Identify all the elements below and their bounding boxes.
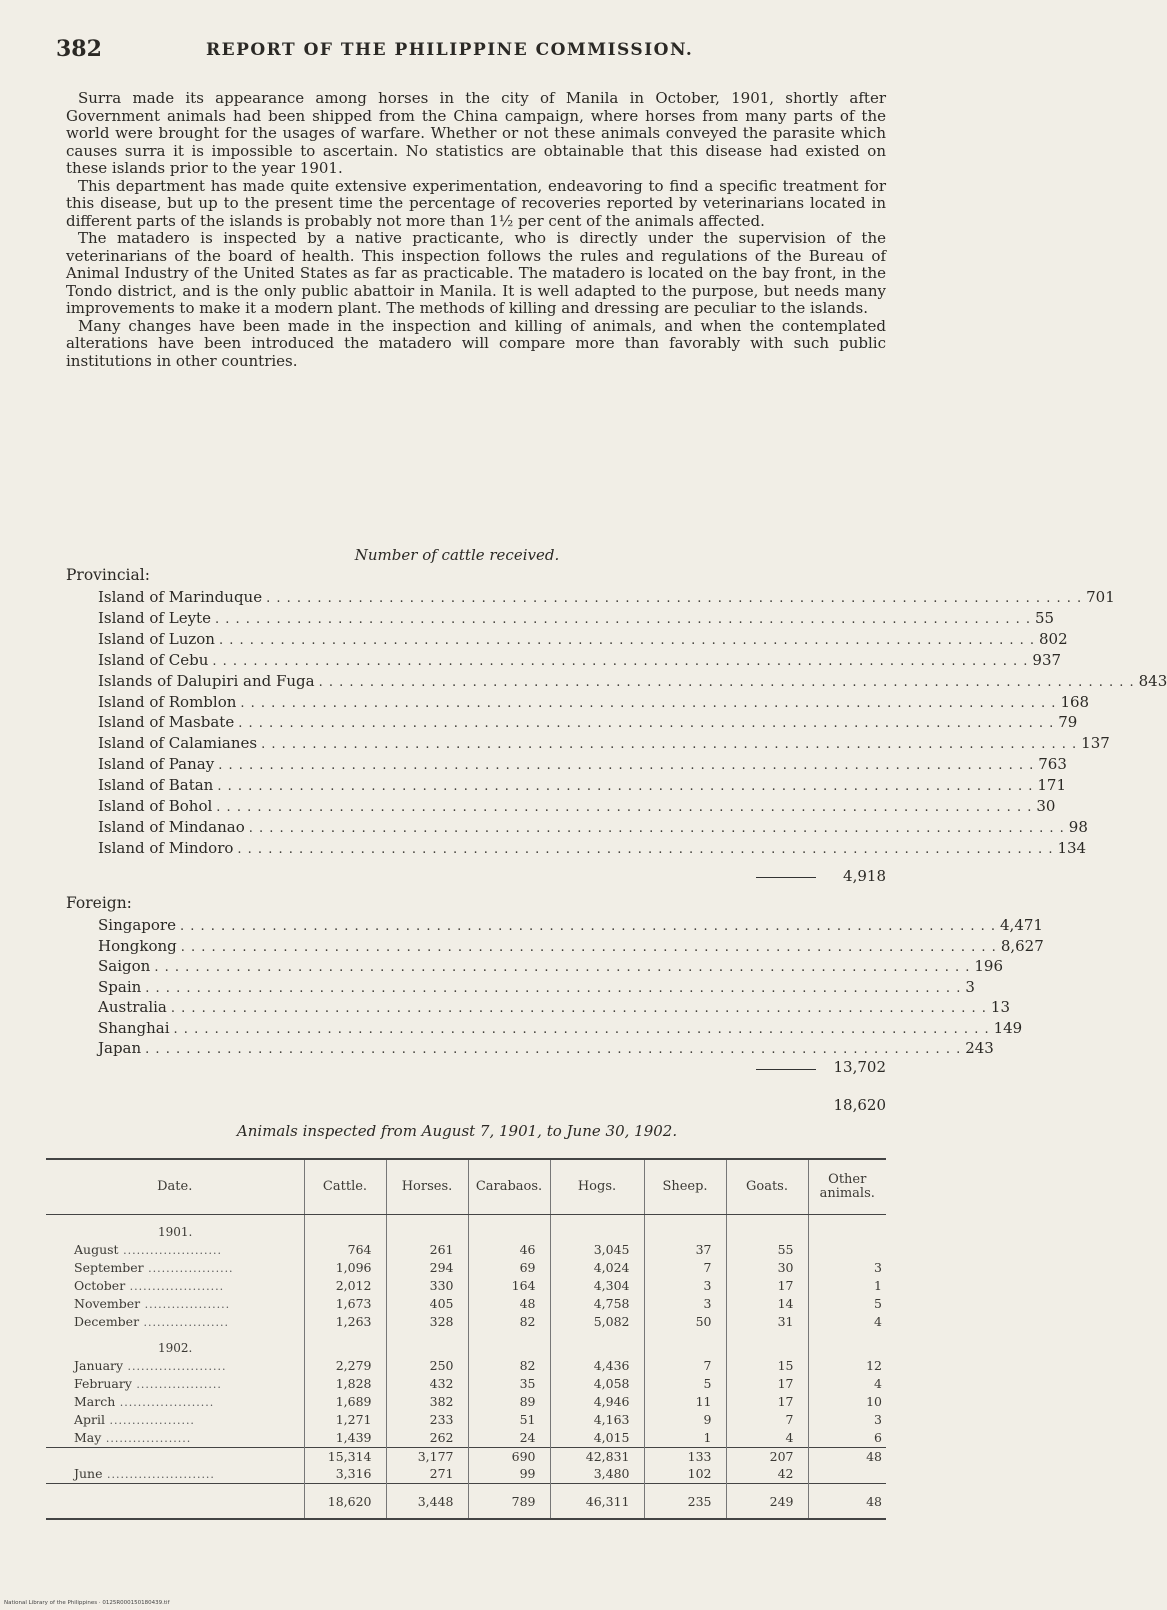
dot-leader: . . . . . . . . . . . . . . . . . . . . . . . . . . . . . . . . . . . . . . . . . . . . . . . . . . . . . . . . . . . . . . . . . . . . . . . . . . . . . . . .	[217, 779, 1034, 795]
table-cell: 4,946	[550, 1393, 644, 1411]
row-label	[46, 1313, 304, 1331]
foreign-name: Japan	[98, 1039, 142, 1057]
table-cell: 328	[386, 1313, 468, 1331]
row-label	[46, 1448, 304, 1466]
june-row	[46, 1465, 886, 1484]
table-cell	[644, 1215, 726, 1242]
provincial-value: 137	[1081, 734, 1110, 753]
table-cell: 3,448	[386, 1484, 468, 1520]
cattle-caption: Number of cattle received.	[354, 546, 560, 564]
table-cell	[386, 1215, 468, 1242]
table-cell: 69	[468, 1259, 550, 1277]
table-cell	[808, 1241, 886, 1259]
table-cell: 5	[644, 1375, 726, 1393]
table-cell: 764	[304, 1241, 386, 1259]
provincial-value: 55	[1035, 608, 1055, 627]
table-row	[46, 1295, 886, 1313]
paragraph-changes: Many changes have been made in the inspection and killing of animals, and when the contemplated alterations have been introduced the matadero will compare more than favorably with such public institutions in other countries.	[66, 316, 886, 370]
year-row-1902	[46, 1331, 886, 1357]
table-cell: 17	[726, 1375, 808, 1393]
provincial-row	[98, 691, 1090, 711]
table-cell: 37	[644, 1241, 726, 1259]
table-cell: 99	[468, 1465, 550, 1484]
month-label: November	[74, 1296, 141, 1311]
col-date: Date.	[46, 1159, 304, 1215]
month-label: March	[74, 1394, 116, 1409]
table-cell: 15,314	[304, 1448, 386, 1466]
table-cell: 3,045	[550, 1241, 644, 1259]
table-cell	[550, 1215, 644, 1242]
foreign-row	[98, 955, 1003, 975]
provincial-name: Island of Panay	[98, 755, 215, 774]
dot-leader: . . . . . . . . . . . . . . . . . . . . . . . . . . . . . . . . . . . . . . . . . . . . . . . . . . . . . . . . . . . . . . . . . . . . . . . . . . . . . . . .	[145, 1042, 962, 1057]
dot-leader: . . . . . . . . . . . . . . . . . . . . . . . . . . . . . . . . . . . . . . . . . . . . . . . . . . . . . . . . . . . . . . . . . . . . . . . . . . . . . . . .	[218, 632, 1036, 648]
provincial-row	[98, 628, 1068, 648]
provincial-value: 802	[1039, 629, 1068, 648]
table-row	[46, 1277, 886, 1295]
running-title: REPORT OF THE PHILIPPINE COMMISSION.	[206, 40, 694, 60]
col-hogs: Hogs.	[550, 1159, 644, 1215]
provincial-name: Island of Romblon	[98, 692, 237, 711]
table-cell: 271	[386, 1465, 468, 1484]
table-cell: 31	[726, 1313, 808, 1331]
provincial-name: Island of Bohol	[98, 797, 213, 815]
provincial-value: 168	[1060, 692, 1090, 711]
table-cell: 4,163	[550, 1411, 644, 1429]
table-cell	[304, 1215, 386, 1242]
dot-leader: . . . . . . . . . . . . . . . . . . . . . . . . . . . . . . . . . . . . . . . . . . . . . . . . . . . . . . . . . . . . . . . . . . . . . . . . . . . . . . . .	[154, 960, 971, 975]
provincial-name: Island of Mindoro	[98, 838, 234, 857]
provincial-row	[98, 670, 1167, 690]
row-label	[46, 1241, 304, 1259]
table-cell: 42,831	[550, 1448, 644, 1466]
provincial-name: Island of Marinduque	[98, 588, 263, 606]
provincial-value: 701	[1086, 588, 1115, 606]
dot-leader: . . . . . . . . . . . . . . . . . . . . . . . . . . . . . . . . . . . . . . . . . . . . . . . . . . . . . . . . . . . . . . . . . . . . . . . . . . . . . . . .	[170, 1001, 987, 1016]
table-cell: 18,620	[304, 1484, 386, 1520]
table-cell: 1,689	[304, 1393, 386, 1411]
provincial-row	[98, 795, 1056, 815]
table-cell: 3,480	[550, 1465, 644, 1484]
body-text	[66, 90, 886, 370]
month-label: September	[74, 1260, 144, 1275]
table-cell: 24	[468, 1429, 550, 1448]
table-cell: 4,015	[550, 1429, 644, 1448]
table-cell: 4,758	[550, 1295, 644, 1313]
table-cell: 3	[808, 1411, 886, 1429]
foreign-row	[98, 1037, 994, 1057]
total-row	[46, 1484, 886, 1520]
dot-leader: . . . . . . . . . . . . . . . . . . . . . . . . . . . . . . . . . . . . . . . . . . . . . . . . . . . . . . . . . . . . . . . . . . . . . . . . . . . . . . . .	[218, 758, 1035, 774]
table-cell: 35	[468, 1375, 550, 1393]
table-cell: 55	[726, 1241, 808, 1259]
table-cell: 5	[808, 1295, 886, 1313]
year-label: 1901.	[158, 1225, 193, 1239]
table-cell: 1	[808, 1277, 886, 1295]
table-cell: 133	[644, 1448, 726, 1466]
table-cell: 10	[808, 1393, 886, 1411]
dot-leader: . . . . . . . . . . . . . . . . . . . . . . . . . . . . . . . . . . . . . . . . . . . . . . . . . . . . . . . . . . . . . . . . . . . . . . . . . . . . . . . .	[238, 716, 1055, 732]
table-cell: 789	[468, 1484, 550, 1520]
row-label	[46, 1357, 304, 1375]
month-label: December	[74, 1314, 140, 1329]
table-cell: 405	[386, 1295, 468, 1313]
col-carabaos: Carabaos.	[468, 1159, 550, 1215]
provincial-row	[98, 753, 1067, 774]
foreign-row	[98, 996, 1011, 1016]
table-cell: 12	[808, 1357, 886, 1375]
dot-leader: . . . . . . . . . . . . . . . . . . . . . . . . . . . . . . . . . . . . . . . . . . . . . . . . . . . . . . . . . . . . . . . . . . . . . . . . . . . . . . . .	[214, 611, 1032, 627]
table-row	[46, 1259, 886, 1277]
dot-leader: . . . . . . . . . . . . . . . . . . . . . . . . . . . . . . . . . . . . . . . . . . . . . . . . . . . . . . . . . . . . . . . . . . . . . . . . . . . . . . . .	[173, 1021, 990, 1037]
table-cell: 82	[468, 1357, 550, 1375]
footer-credit: National Library of the Philippines · 0125R000150180439.tif	[4, 1600, 170, 1606]
table-cell: 42	[726, 1465, 808, 1484]
table-row	[46, 1241, 886, 1259]
provincial-row	[98, 816, 1088, 836]
table-cell: 1,096	[304, 1259, 386, 1277]
dot-leader: ...................	[101, 1432, 192, 1445]
row-label	[46, 1484, 304, 1520]
paragraph-surra: Surra made its appearance among horses in the city of Manila in October, 1901, shortly after Government animals had been shipped from the China campaign, where horses from many parts of the world were brought for the usages of warfare. Whether or not these animals conveyed the parasite which causes surra it is impossible to ascertain. No statistics are obtainable that this disease had existed on these islands prior to the year 1901.	[66, 89, 886, 177]
table-cell: 51	[468, 1411, 550, 1429]
dot-leader: . . . . . . . . . . . . . . . . . . . . . . . . . . . . . . . . . . . . . . . . . . . . . . . . . . . . . . . . . . . . . . . . . . . . . . . . . . . . . . . .	[145, 980, 962, 996]
table-cell	[468, 1215, 550, 1242]
inspection-caption: Animals inspected from August 7, 1901, to June 30, 1902.	[236, 1122, 678, 1140]
year-label: 1902.	[158, 1341, 193, 1355]
provincial-value: 30	[1036, 797, 1056, 815]
month-label: April	[74, 1412, 105, 1427]
dot-leader: . . . . . . . . . . . . . . . . . . . . . . . . . . . . . . . . . . . . . . . . . . . . . . . . . . . . . . . . . . . . . . . . . . . . . . . . . . . . . . . .	[248, 820, 1065, 836]
foreign-name: Singapore	[98, 916, 176, 934]
dot-leader: . . . . . . . . . . . . . . . . . . . . . . . . . . . . . . . . . . . . . . . . . . . . . . . . . . . . . . . . . . . . . . . . . . . . . . . . . . . . . . . .	[261, 737, 1078, 753]
table-cell: 11	[644, 1393, 726, 1411]
table-cell: 30	[726, 1259, 808, 1277]
row-label	[46, 1393, 304, 1411]
col-other: Other animals.	[808, 1159, 886, 1215]
table-cell: 50	[644, 1313, 726, 1331]
paragraph-treatment: This department has made quite extensive experimentation, endeavoring to find a specific treatment for this disease, but up to the present time the percentage of recoveries reported by veterinarians located in different parts of the islands is probably not more than 1½ per cent of the animals affected.	[66, 176, 886, 230]
table-cell: 1	[644, 1429, 726, 1448]
table-cell: 233	[386, 1411, 468, 1429]
dot-leader: . . . . . . . . . . . . . . . . . . . . . . . . . . . . . . . . . . . . . . . . . . . . . . . . . . . . . . . . . . . . . . . . . . . . . . . . . . . . . . . .	[318, 674, 1135, 690]
dot-leader: ...................	[139, 1316, 229, 1329]
table-cell: 7	[644, 1259, 726, 1277]
foreign-row	[98, 1017, 1023, 1037]
dot-leader: . . . . . . . . . . . . . . . . . . . . . . . . . . . . . . . . . . . . . . . . . . . . . . . . . . . . . . . . . . . . . . . . . . . . . . . . . . . . . . . .	[212, 653, 1029, 669]
table-cell: 89	[468, 1393, 550, 1411]
provincial-name: Island of Luzon	[98, 629, 215, 648]
table-cell: 15	[726, 1357, 808, 1375]
dot-leader: ......................	[123, 1360, 227, 1373]
table-cell: 102	[644, 1465, 726, 1484]
table-cell: 7	[644, 1357, 726, 1375]
table-cell: 1,439	[304, 1429, 386, 1448]
page-header	[56, 36, 876, 76]
page-number: 382	[56, 36, 102, 62]
table-row	[46, 1429, 886, 1448]
table-cell: 17	[726, 1393, 808, 1411]
dot-leader: . . . . . . . . . . . . . . . . . . . . . . . . . . . . . . . . . . . . . . . . . . . . . . . . . . . . . . . . . . . . . . . . . . . . . . . . . . . . . . . .	[216, 800, 1033, 815]
table-cell	[468, 1331, 550, 1357]
table-row	[46, 1357, 886, 1375]
foreign-rule	[756, 1069, 816, 1070]
table-cell: 2,279	[304, 1357, 386, 1375]
foreign-value: 13	[990, 998, 1011, 1016]
foreign-value: 4,471	[1000, 916, 1043, 934]
cattle-grand-total: 18,620	[833, 1096, 886, 1114]
table-cell: 3	[644, 1277, 726, 1295]
table-cell: 4	[808, 1375, 886, 1393]
table-cell: 46	[468, 1241, 550, 1259]
subtotal-row	[46, 1448, 886, 1466]
row-label	[46, 1465, 304, 1484]
row-label	[46, 1411, 304, 1429]
table-cell: 9	[644, 1411, 726, 1429]
table-cell: 432	[386, 1375, 468, 1393]
provincial-name: Island of Batan	[98, 776, 214, 795]
table-cell: 1,263	[304, 1313, 386, 1331]
provincial-value: 171	[1037, 776, 1067, 795]
table-row	[46, 1313, 886, 1331]
dot-leader: . . . . . . . . . . . . . . . . . . . . . . . . . . . . . . . . . . . . . . . . . . . . . . . . . . . . . . . . . . . . . . . . . . . . . . . . . . . . . . . .	[179, 919, 997, 934]
table-cell: 3,177	[386, 1448, 468, 1466]
foreign-row	[98, 976, 975, 996]
table-cell: 4,436	[550, 1357, 644, 1375]
table-cell: 4,304	[550, 1277, 644, 1295]
foreign-value: 196	[974, 957, 1003, 975]
foreign-name: Australia	[98, 998, 167, 1016]
table-cell: 235	[644, 1484, 726, 1520]
table-cell: 1,828	[304, 1375, 386, 1393]
foreign-row	[98, 914, 1043, 934]
table-cell: 3,316	[304, 1465, 386, 1484]
table-cell	[808, 1331, 886, 1357]
table-cell: 46,311	[550, 1484, 644, 1520]
table-row	[46, 1393, 886, 1411]
provincial-name: Island of Calamianes	[98, 734, 258, 753]
provincial-row	[98, 774, 1067, 795]
row-label	[46, 1429, 304, 1448]
month-label: January	[74, 1358, 124, 1373]
table-cell: 207	[726, 1448, 808, 1466]
month-label: June	[74, 1466, 103, 1481]
dot-leader: . . . . . . . . . . . . . . . . . . . . . . . . . . . . . . . . . . . . . . . . . . . . . . . . . . . . . . . . . . . . . . . . . . . . . . . . . . . . . . . .	[266, 591, 1083, 606]
provincial-row	[98, 607, 1055, 627]
table-cell: 1,673	[304, 1295, 386, 1313]
table-cell: 3	[808, 1259, 886, 1277]
month-label: August	[74, 1242, 119, 1257]
table-cell	[304, 1331, 386, 1357]
table-cell	[46, 1331, 304, 1357]
row-label	[46, 1259, 304, 1277]
table-cell: 7	[726, 1411, 808, 1429]
table-cell: 250	[386, 1357, 468, 1375]
table-cell: 4,024	[550, 1259, 644, 1277]
table-cell: 17	[726, 1277, 808, 1295]
foreign-value: 149	[993, 1018, 1023, 1037]
table-cell: 48	[808, 1448, 886, 1466]
table-cell: 4	[726, 1429, 808, 1448]
provincial-row	[98, 732, 1110, 753]
provincial-total: 4,918	[843, 867, 886, 885]
dot-leader: ...................	[131, 1378, 222, 1391]
foreign-name: Hongkong	[98, 936, 177, 955]
table-cell	[726, 1331, 808, 1357]
month-label: May	[74, 1430, 102, 1445]
provincial-row	[98, 837, 1087, 857]
inspection-table	[46, 1158, 886, 1520]
table-cell: 3	[644, 1295, 726, 1313]
table-cell: 48	[468, 1295, 550, 1313]
foreign-row	[98, 935, 1044, 955]
foreign-value: 243	[965, 1039, 994, 1057]
dot-leader: ...................	[105, 1414, 195, 1427]
dot-leader: . . . . . . . . . . . . . . . . . . . . . . . . . . . . . . . . . . . . . . . . . . . . . . . . . . . . . . . . . . . . . . . . . . . . . . . . . . . . . . . .	[180, 939, 997, 955]
table-cell: 164	[468, 1277, 550, 1295]
table-cell: 1,271	[304, 1411, 386, 1429]
table-cell	[808, 1215, 886, 1242]
provincial-name: Islands of Dalupiri and Fuga	[98, 671, 315, 690]
month-label: October	[74, 1278, 126, 1293]
provincial-name: Island of Masbate	[98, 713, 235, 732]
dot-leader: . . . . . . . . . . . . . . . . . . . . . . . . . . . . . . . . . . . . . . . . . . . . . . . . . . . . . . . . . . . . . . . . . . . . . . . . . . . . . . . .	[240, 695, 1057, 711]
table-cell: 249	[726, 1484, 808, 1520]
table-cell	[46, 1215, 304, 1242]
table-cell: 262	[386, 1429, 468, 1448]
foreign-name: Shanghai	[98, 1018, 170, 1037]
row-label	[46, 1375, 304, 1393]
table-cell: 2,012	[304, 1277, 386, 1295]
col-goats: Goats.	[726, 1159, 808, 1215]
provincial-name: Island of Leyte	[98, 608, 211, 627]
paragraph-matadero: The matadero is inspected by a native practicante, who is directly under the supervision of the veterinarians of the board of health. This inspection follows the rules and regulations of the Bureau of Animal Industry of the United States as far as practicable. The matadero is located on the bay front, in the Tondo district, and is the only public abattoir in Manila. It is well adapted to the purpose, but needs many improvements to make it a modern plant. The methods of killing and dressing are peculiar to the islands.	[66, 229, 886, 317]
table-row	[46, 1411, 886, 1429]
provincial-name: Island of Mindanao	[98, 817, 245, 836]
provincial-row	[98, 649, 1062, 669]
row-label	[46, 1277, 304, 1295]
foreign-name: Spain	[98, 977, 142, 996]
dot-leader: ...................	[140, 1298, 231, 1311]
table-cell	[644, 1331, 726, 1357]
table-cell: 6	[808, 1429, 886, 1448]
table-cell: 4	[808, 1313, 886, 1331]
foreign-value: 3	[965, 977, 975, 996]
dot-leader: .....................	[125, 1280, 225, 1293]
col-horses: Horses.	[386, 1159, 468, 1215]
provincial-value: 843	[1138, 671, 1167, 690]
provincial-name: Island of Cebu	[98, 650, 209, 669]
table-cell	[726, 1215, 808, 1242]
foreign-name: Saigon	[98, 957, 151, 975]
provincial-value: 134	[1057, 838, 1087, 857]
table-cell: 261	[386, 1241, 468, 1259]
table-cell: 294	[386, 1259, 468, 1277]
dot-leader: ...................	[143, 1262, 234, 1275]
table-cell: 5,082	[550, 1313, 644, 1331]
provincial-value: 763	[1038, 755, 1067, 774]
provincial-value: 98	[1068, 817, 1088, 836]
provincial-value: 79	[1058, 713, 1078, 732]
table-cell: 4,058	[550, 1375, 644, 1393]
table-cell	[808, 1465, 886, 1484]
provincial-row	[98, 711, 1078, 732]
table-cell	[550, 1331, 644, 1357]
table-cell	[386, 1331, 468, 1357]
table-cell: 330	[386, 1277, 468, 1295]
dot-leader: ........................	[102, 1468, 215, 1481]
table-cell: 382	[386, 1393, 468, 1411]
col-sheep: Sheep.	[644, 1159, 726, 1215]
dot-leader: . . . . . . . . . . . . . . . . . . . . . . . . . . . . . . . . . . . . . . . . . . . . . . . . . . . . . . . . . . . . . . . . . . . . . . . . . . . . . . . .	[237, 841, 1054, 857]
foreign-total: 13,702	[833, 1058, 886, 1076]
dot-leader: .....................	[115, 1396, 215, 1409]
year-row-1901	[46, 1215, 886, 1242]
foreign-label: Foreign:	[66, 894, 132, 912]
table-header-row	[46, 1159, 886, 1215]
provincial-row	[98, 586, 1115, 606]
provincial-rule	[756, 877, 816, 878]
row-label	[46, 1295, 304, 1313]
table-cell: 14	[726, 1295, 808, 1313]
month-label: February	[74, 1376, 132, 1391]
table-cell: 690	[468, 1448, 550, 1466]
col-cattle: Cattle.	[304, 1159, 386, 1215]
provincial-label: Provincial:	[66, 566, 150, 584]
table-cell: 82	[468, 1313, 550, 1331]
table-cell: 48	[808, 1484, 886, 1520]
foreign-value: 8,627	[1000, 936, 1044, 955]
provincial-value: 937	[1032, 650, 1062, 669]
dot-leader: ......................	[118, 1244, 222, 1257]
table-row	[46, 1375, 886, 1393]
